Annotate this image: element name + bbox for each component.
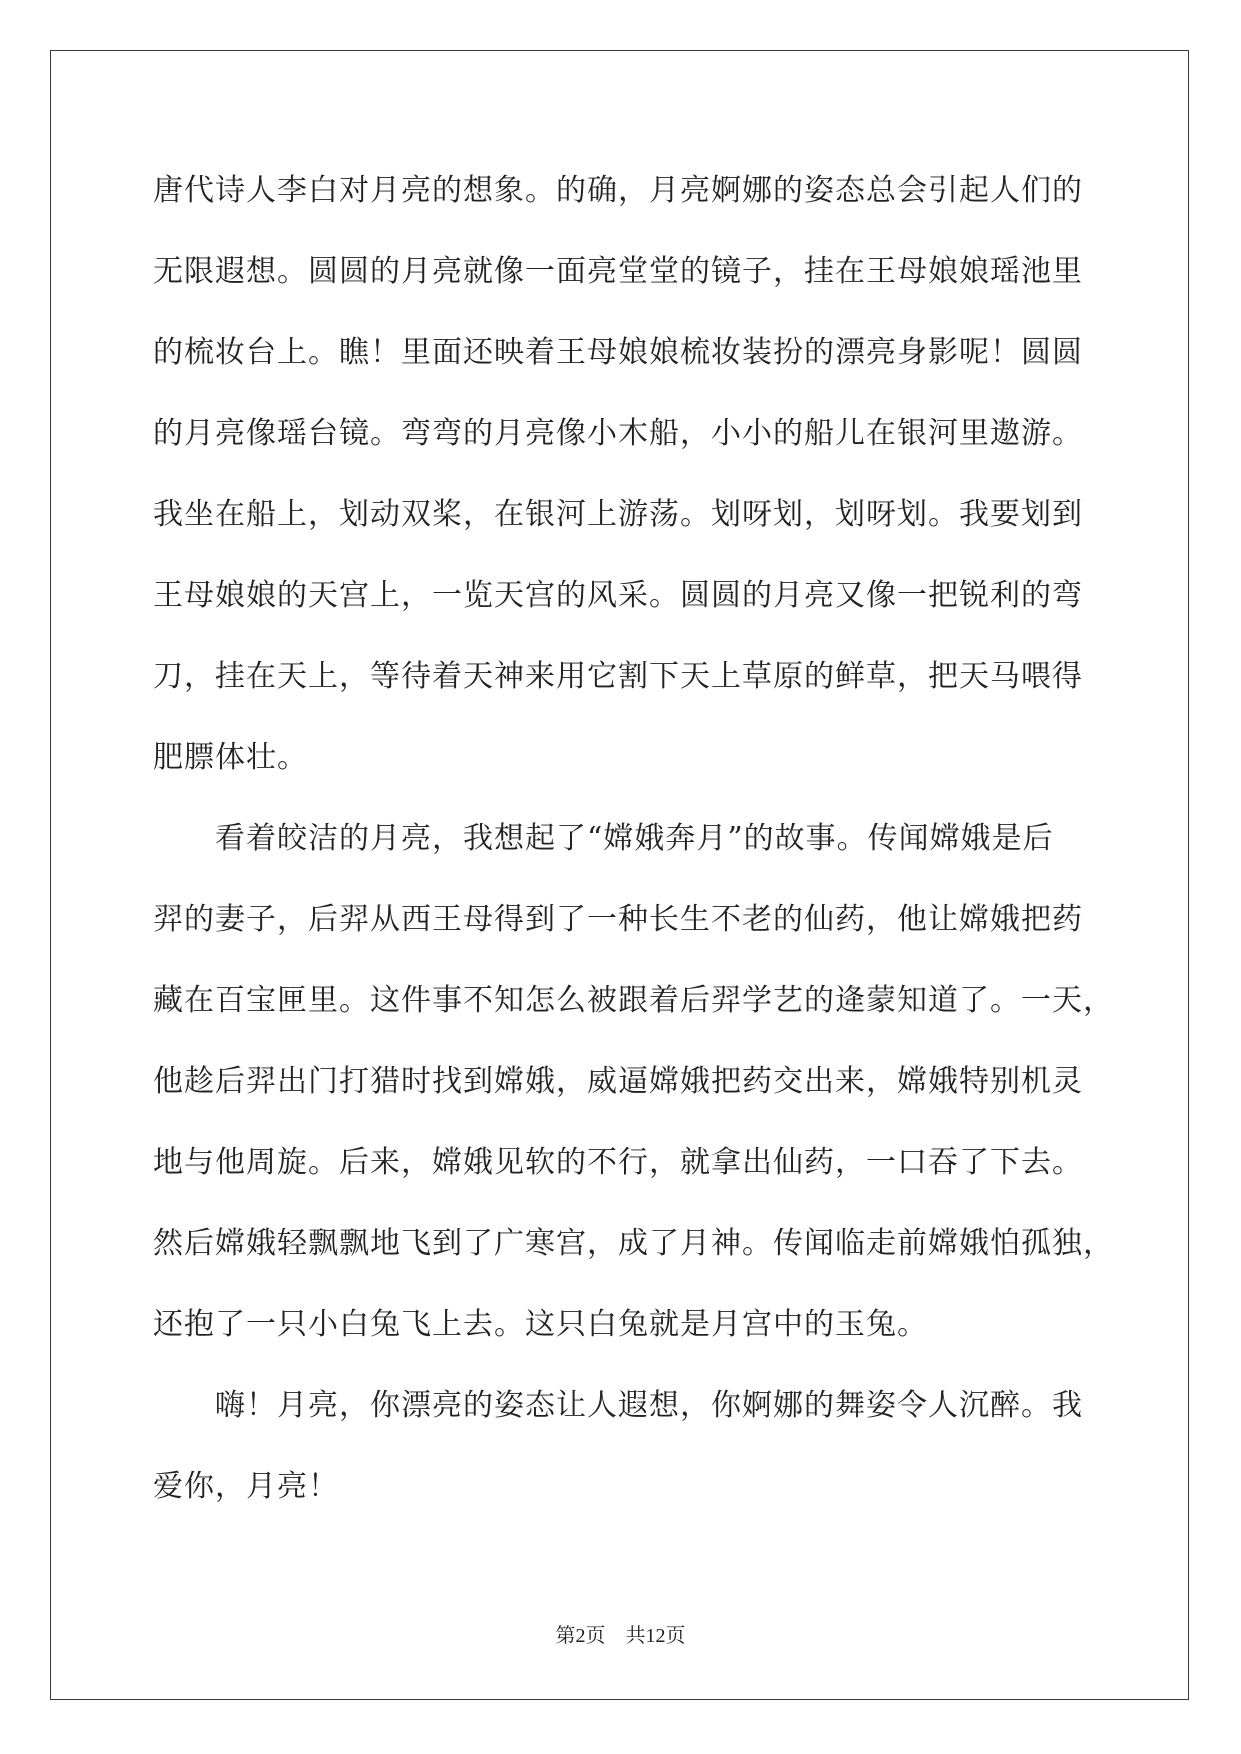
text-line: 王母娘娘的天宫上，一览天宫的风采。圆圆的月亮又像一把锐利的弯	[153, 578, 1083, 613]
text-line: 地与他周旋。后来，嫦娥见软的不行，就拿出仙药，一口吞了下去。	[153, 1145, 1083, 1180]
page-footer: 第2页 共12页	[555, 1625, 686, 1647]
text-line: 爱你，月亮！	[153, 1469, 339, 1504]
text-line: 肥膘体壮。	[153, 740, 308, 775]
document-body	[153, 150, 1153, 1527]
text-line: 的月亮像瑶台镜。弯弯的月亮像小木船，小小的船儿在银河里遨游。	[153, 416, 1083, 451]
text-line: 的梳妆台上。瞧！里面还映着王母娘娘梳妆装扮的漂亮身影呢！圆圆	[153, 335, 1083, 370]
text-line: 唐代诗人李白对月亮的想象。的确，月亮婀娜的姿态总会引起人们的	[153, 173, 1083, 208]
text-line: 看着皎洁的月亮，我想起了“嫦娥奔月”的故事。传闻嫦娥是后	[215, 821, 1054, 856]
text-line: 无限遐想。圆圆的月亮就像一面亮堂堂的镜子，挂在王母娘娘瑶池里	[153, 254, 1083, 289]
paragraph	[153, 150, 1153, 798]
paragraph	[153, 1365, 1153, 1527]
text-line: 藏在百宝匣里。这件事不知怎么被跟着后羿学艺的逄蒙知道了。一天，	[153, 983, 1114, 1018]
text-line: 然后嫦娥轻飘飘地飞到了广寒宫，成了月神。传闻临走前嫦娥怕孤独，	[153, 1226, 1114, 1261]
text-line: 嗨！月亮，你漂亮的姿态让人遐想，你婀娜的舞姿令人沉醉。我	[215, 1388, 1083, 1423]
text-line: 还抱了一只小白兔飞上去。这只白兔就是月宫中的玉兔。	[153, 1307, 928, 1342]
text-line: 羿的妻子，后羿从西王母得到了一种长生不老的仙药，他让嫦娥把药	[153, 902, 1083, 937]
text-line: 他趁后羿出门打猎时找到嫦娥，威逼嫦娥把药交出来，嫦娥特别机灵	[153, 1064, 1083, 1099]
paragraph	[153, 798, 1153, 1365]
text-line: 刀，挂在天上，等待着天神来用它割下天上草原的鲜草，把天马喂得	[153, 659, 1083, 694]
text-line: 我坐在船上，划动双桨，在银河上游荡。划呀划，划呀划。我要划到	[153, 497, 1083, 532]
